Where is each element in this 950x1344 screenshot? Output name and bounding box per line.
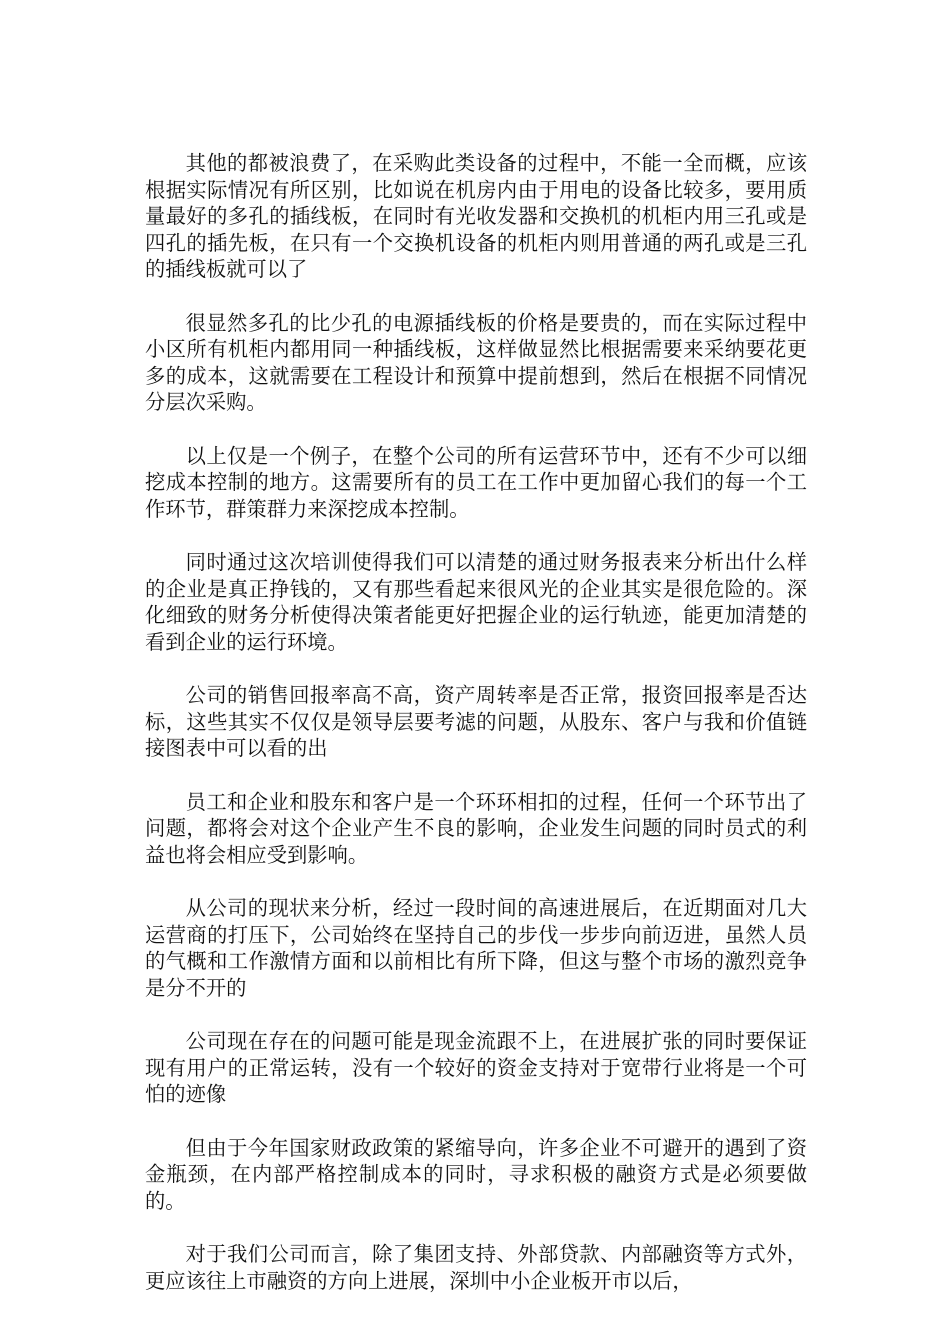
paragraph-3: 以上仅是一个例子，在整个公司的所有运营环节中，还有不少可以细挖成本控制的地方。这需要所有的员工在工作中更加留心我们的每一个工作环节，群策群力来深挖成本控制。 bbox=[145, 443, 807, 521]
paragraph-5: 公司的销售回报率高不高，资产周转率是否正常，报资回报率是否达标，这些其实不仅仅是领导层要考滤的问题，从股东、客户与我和价值链接图表中可以看的出 bbox=[145, 683, 807, 760]
paragraph-4: 同时通过这次培训使得我们可以清楚的通过财务报表来分析出什么样的企业是真正挣钱的，又有那些看起来很风光的企业其实是很危险的。深化细致的财务分析使得决策者能更好把握企业的运行轨迹，能更加清楚的看到企业的运行环境。 bbox=[145, 550, 807, 654]
paragraph-8: 公司现在存在的问题可能是现金流跟不上，在进展扩张的同时要保证现有用户的正常运转，没有一个较好的资金支持对于宽带行业将是一个可怕的迹像 bbox=[145, 1029, 807, 1106]
paragraph-10: 对于我们公司而言，除了集团支持、外部贷款、内部融资等方式外，更应该往上市融资的方向上进展，深圳中小企业板开市以后， bbox=[145, 1242, 807, 1293]
paragraph-2: 很显然多孔的比少孔的电源插线板的价格是要贵的，而在实际过程中小区所有机柜内都用同一种插线板，这样做显然比根据需要来采纳要花更多的成本，这就需要在工程设计和预算中提前想到，然后在根据不同情况分层次采购。 bbox=[145, 310, 807, 414]
paragraph-1: 其他的都被浪费了，在采购此类设备的过程中，不能一全而概，应该根据实际情况有所区别，比如说在机房内由于用电的设备比较多，要用质量最好的多孔的插线板，在同时有光收发器和交换机的机柜内用三孔或是四孔的插先板，在只有一个交换机设备的机柜内则用普通的两孔或是三孔的插线板就可以了 bbox=[145, 151, 807, 281]
paragraph-7: 从公司的现状来分析，经过一段时间的高速进展后，在近期面对几大运营商的打压下，公司始终在坚持自己的步伐一步步向前迈进，虽然人员的气概和工作激情方面和以前相比有所下降，但这与整个市场的激烈竞争是分不开的 bbox=[145, 896, 807, 1000]
document-body bbox=[145, 150, 807, 1321]
paragraph-9: 但由于今年国家财政政策的紧缩导向，许多企业不可避开的遇到了资金瓶颈，在内部严格控制成本的同时，寻求积极的融资方式是必须要做的。 bbox=[145, 1135, 807, 1213]
paragraph-6: 员工和企业和股东和客户是一个环环相扣的过程，任何一个环节出了问题，都将会对这个企业产生不良的影响，企业发生问题的同时员式的利益也将会相应受到影响。 bbox=[145, 789, 807, 867]
